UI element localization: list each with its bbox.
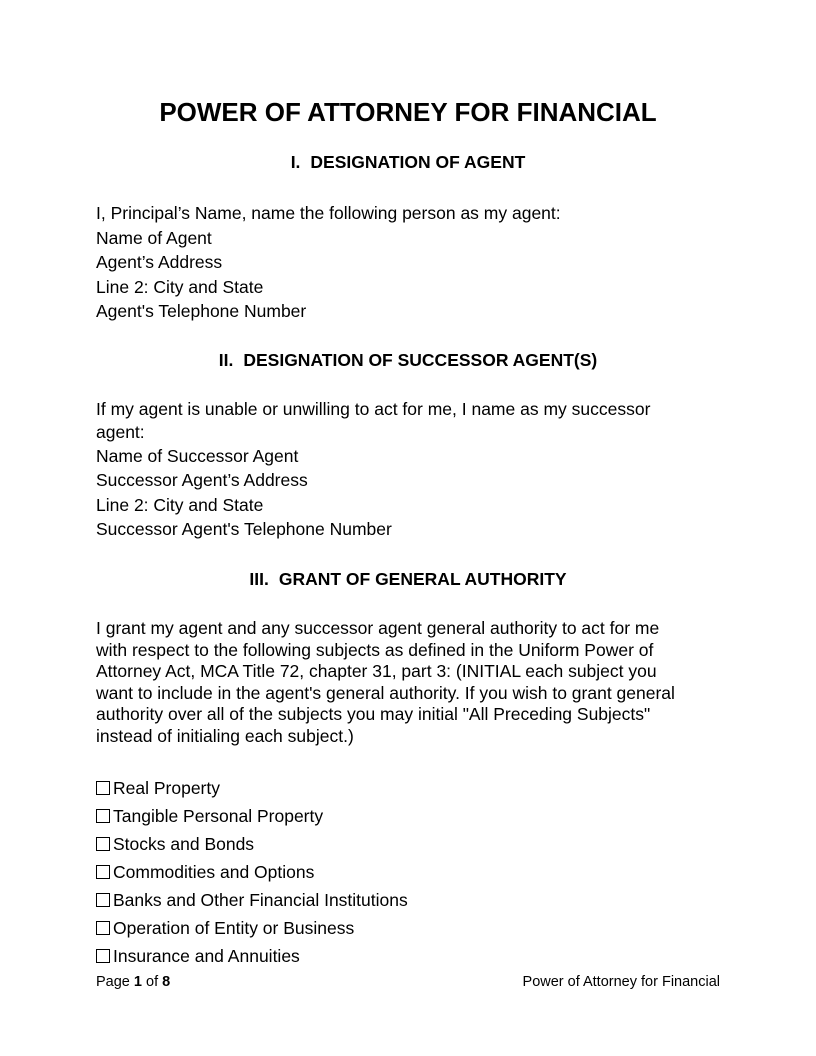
checkbox[interactable] (96, 949, 110, 963)
section-heading-successor-agent (96, 348, 720, 372)
section-number: III. (249, 569, 269, 589)
subject-label: Insurance and Annuities (113, 946, 300, 966)
checkbox[interactable] (96, 837, 110, 851)
agent-line: Name of Agent (96, 227, 212, 248)
subject-label: Real Property (113, 778, 220, 798)
section-title: DESIGNATION OF SUCCESSOR AGENT(S) (243, 350, 598, 370)
current-page: 1 (133, 974, 142, 990)
checkbox[interactable] (96, 921, 110, 935)
successor-line: Successor Agent’s Address (96, 470, 308, 491)
agent-details (96, 201, 720, 324)
successor-intro-line: If my agent is unable or unwilling to act for me, I name as my successor (96, 399, 651, 419)
subject-label: Commodities and Options (113, 862, 315, 882)
paragraph-line: with respect to the following subjects as defined in the Uniform Power of (96, 639, 654, 660)
checkbox[interactable] (96, 893, 110, 907)
successor-line: Line 2: City and State (96, 494, 264, 515)
subject-item (96, 776, 720, 804)
subject-item (96, 832, 720, 860)
section-number: I. (290, 152, 301, 172)
page-footer (96, 972, 720, 992)
total-pages: 8 (162, 974, 171, 990)
subject-item (96, 860, 720, 888)
subject-label: Operation of Entity or Business (113, 918, 355, 938)
successor-intro-line: agent: (96, 421, 145, 442)
subject-label: Banks and Other Financial Institutions (113, 890, 408, 910)
subject-item (96, 888, 720, 916)
subject-item (96, 944, 720, 972)
page-number (96, 972, 170, 992)
paragraph-line: I grant my agent and any successor agent general authority to act for me (96, 618, 660, 638)
subject-label: Stocks and Bonds (113, 834, 255, 854)
section-title: GRANT OF GENERAL AUTHORITY (278, 569, 567, 589)
paragraph-line: want to include in the agent's general authority. If you wish to grant general (96, 682, 675, 703)
successor-line: Successor Agent's Telephone Number (96, 519, 392, 540)
paragraph-line: authority over all of the subjects you may initial "All Preceding Subjects" (96, 704, 651, 724)
section-number: II. (218, 350, 234, 370)
successor-agent-details (96, 399, 720, 542)
document-page (96, 0, 720, 1056)
checkbox[interactable] (96, 781, 110, 795)
checkbox[interactable] (96, 809, 110, 823)
of-word: of (146, 974, 159, 990)
subject-label: Tangible Personal Property (113, 806, 324, 826)
agent-line: Agent's Telephone Number (96, 301, 307, 322)
footer-document-name: Power of Attorney for Financial (522, 974, 720, 990)
agent-line: Agent’s Address (96, 252, 223, 273)
subject-checklist (96, 776, 720, 972)
general-authority-paragraph (96, 618, 720, 747)
subject-item (96, 916, 720, 944)
paragraph-line: instead of initialing each subject.) (96, 725, 354, 746)
section-heading-designation-of-agent (96, 150, 720, 174)
agent-line: Line 2: City and State (96, 276, 264, 297)
section-heading-general-authority (96, 567, 720, 591)
document-title: POWER OF ATTORNEY FOR FINANCIAL (159, 97, 657, 127)
agent-line: I, Principal’s Name, name the following person as my agent: (96, 203, 561, 223)
page-word: Page (96, 974, 130, 990)
successor-line: Name of Successor Agent (96, 445, 299, 466)
checkbox[interactable] (96, 865, 110, 879)
subject-item (96, 804, 720, 832)
paragraph-line: Attorney Act, MCA Title 72, chapter 31, part 3: (INITIAL each subject you (96, 661, 657, 681)
section-title: DESIGNATION OF AGENT (310, 152, 526, 172)
